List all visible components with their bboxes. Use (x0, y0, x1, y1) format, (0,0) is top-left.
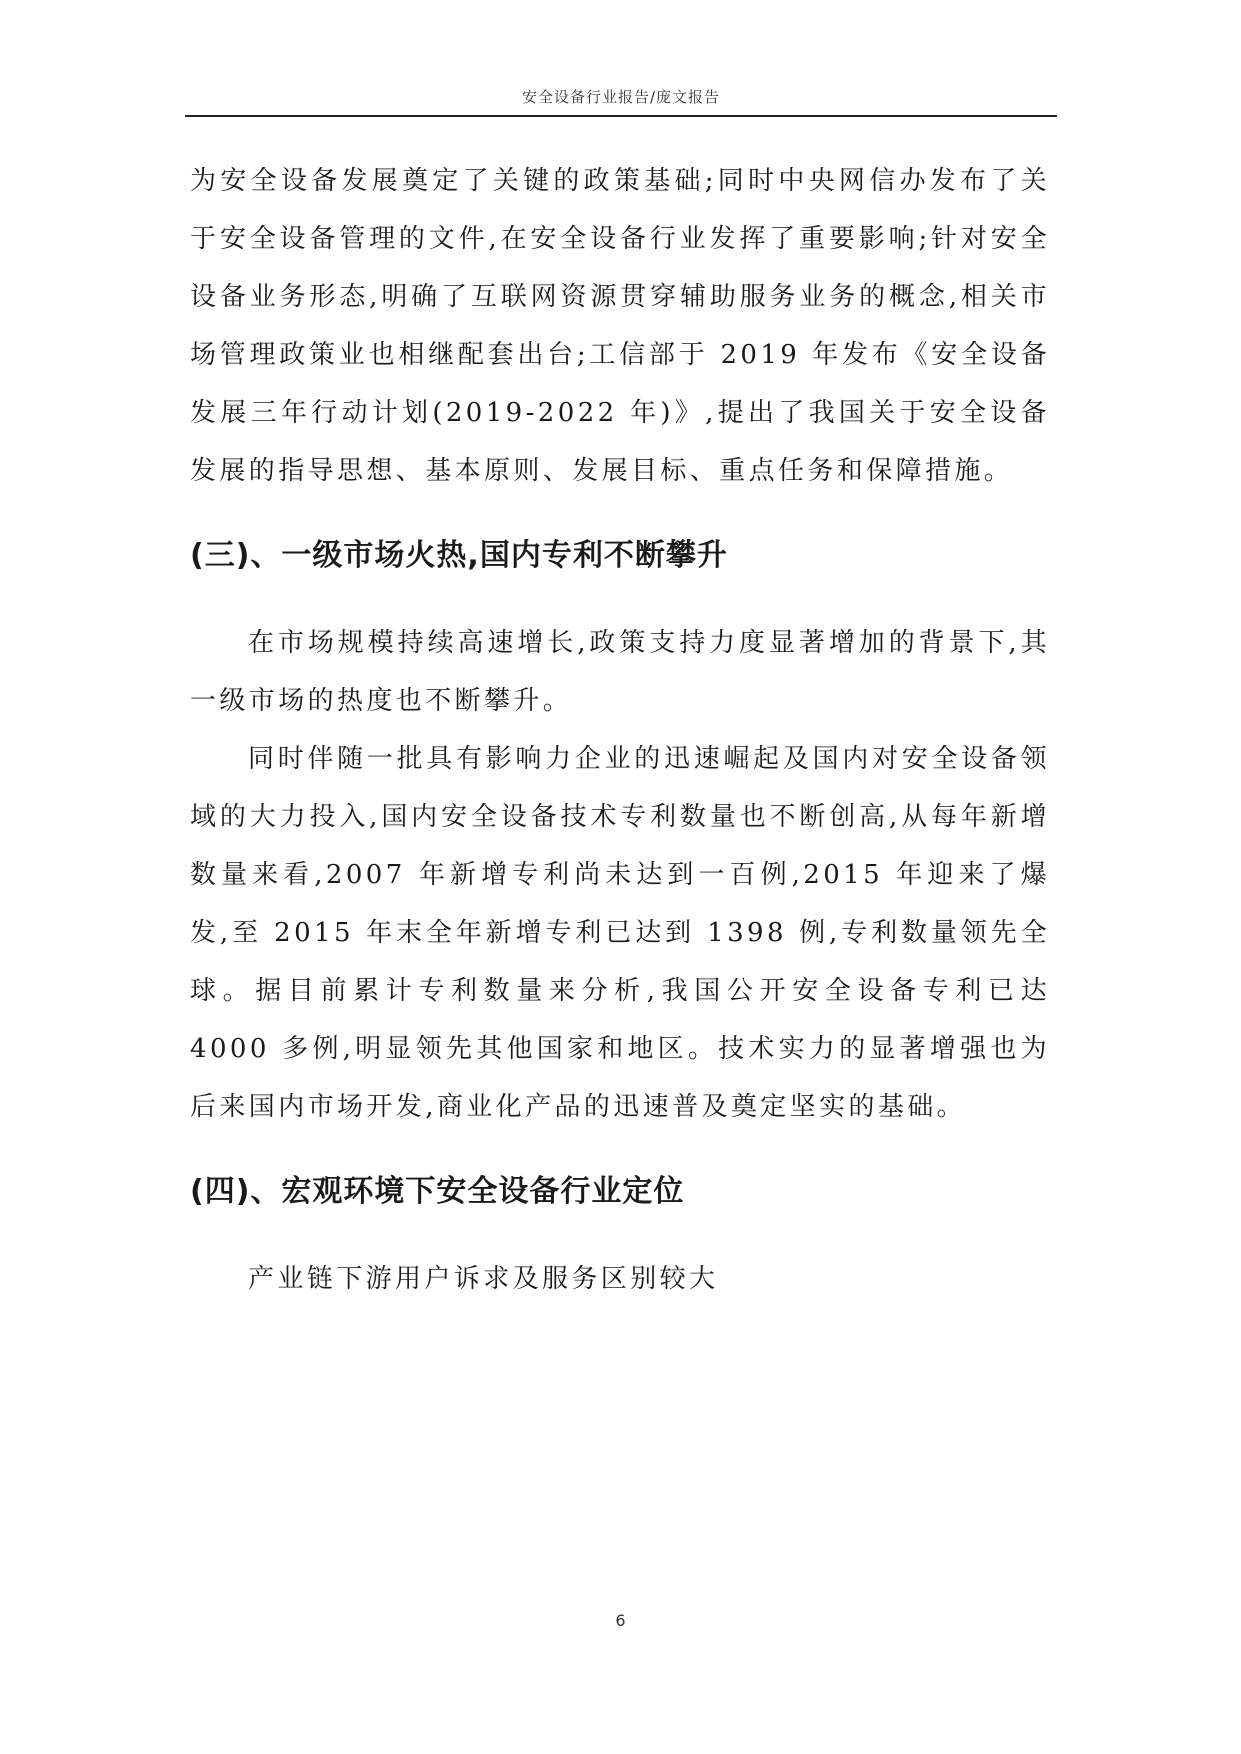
body-paragraph-downstream: 产业链下游用户诉求及服务区别较大 (248, 1264, 719, 1294)
section-heading-4: (四)、宏观环境下安全设备行业定位 (190, 1174, 685, 1209)
page-content (190, 152, 1050, 1308)
page-number: 6 (615, 1611, 626, 1630)
section-heading-3: (三)、一级市场火热,国内专利不断攀升 (190, 538, 728, 573)
body-paragraph-policy: 为安全设备发展奠定了关键的政策基础;同时中央网信办发布了关于安全设备管理的文件,在安全设备行业发挥了重要影响;针对安全设备业务形态,明确了互联网资源贯穿辅助服务业务的概念,相关市场管理政策业也相继配套出台;工信部于 2019 年发布《安全设备发展三年行动计划(2019-2022 年)》,提出了我国关于安全设备发展的指导思想、基本原则、发展目标、重点任务和保障措施。 (190, 166, 1050, 486)
body-paragraph-market: 在市场规模持续高速增长,政策支持力度显著增加的背景下,其一级市场的热度也不断攀升。 (190, 628, 1050, 716)
header-divider (185, 115, 1057, 117)
body-paragraph-patents: 同时伴随一批具有影响力企业的迅速崛起及国内对安全设备领域的大力投入,国内安全设备技术专利数量也不断创高,从每年新增数量来看,2007 年新增专利尚未达到一百例,2015 年迎来了爆发,至 2015 年末全年新增专利已达到 1398 例,专利数量领先全球。据目前累计专利数量来分析,我国公开安全设备专利已达 4000 多例,明显领先其他国家和地区。技术实力的显著增强也为后来国内市场开发,商业化产品的迅速普及奠定坚实的基础。 (190, 744, 1050, 1122)
running-header: 安全设备行业报告/庞文报告 (521, 88, 721, 106)
